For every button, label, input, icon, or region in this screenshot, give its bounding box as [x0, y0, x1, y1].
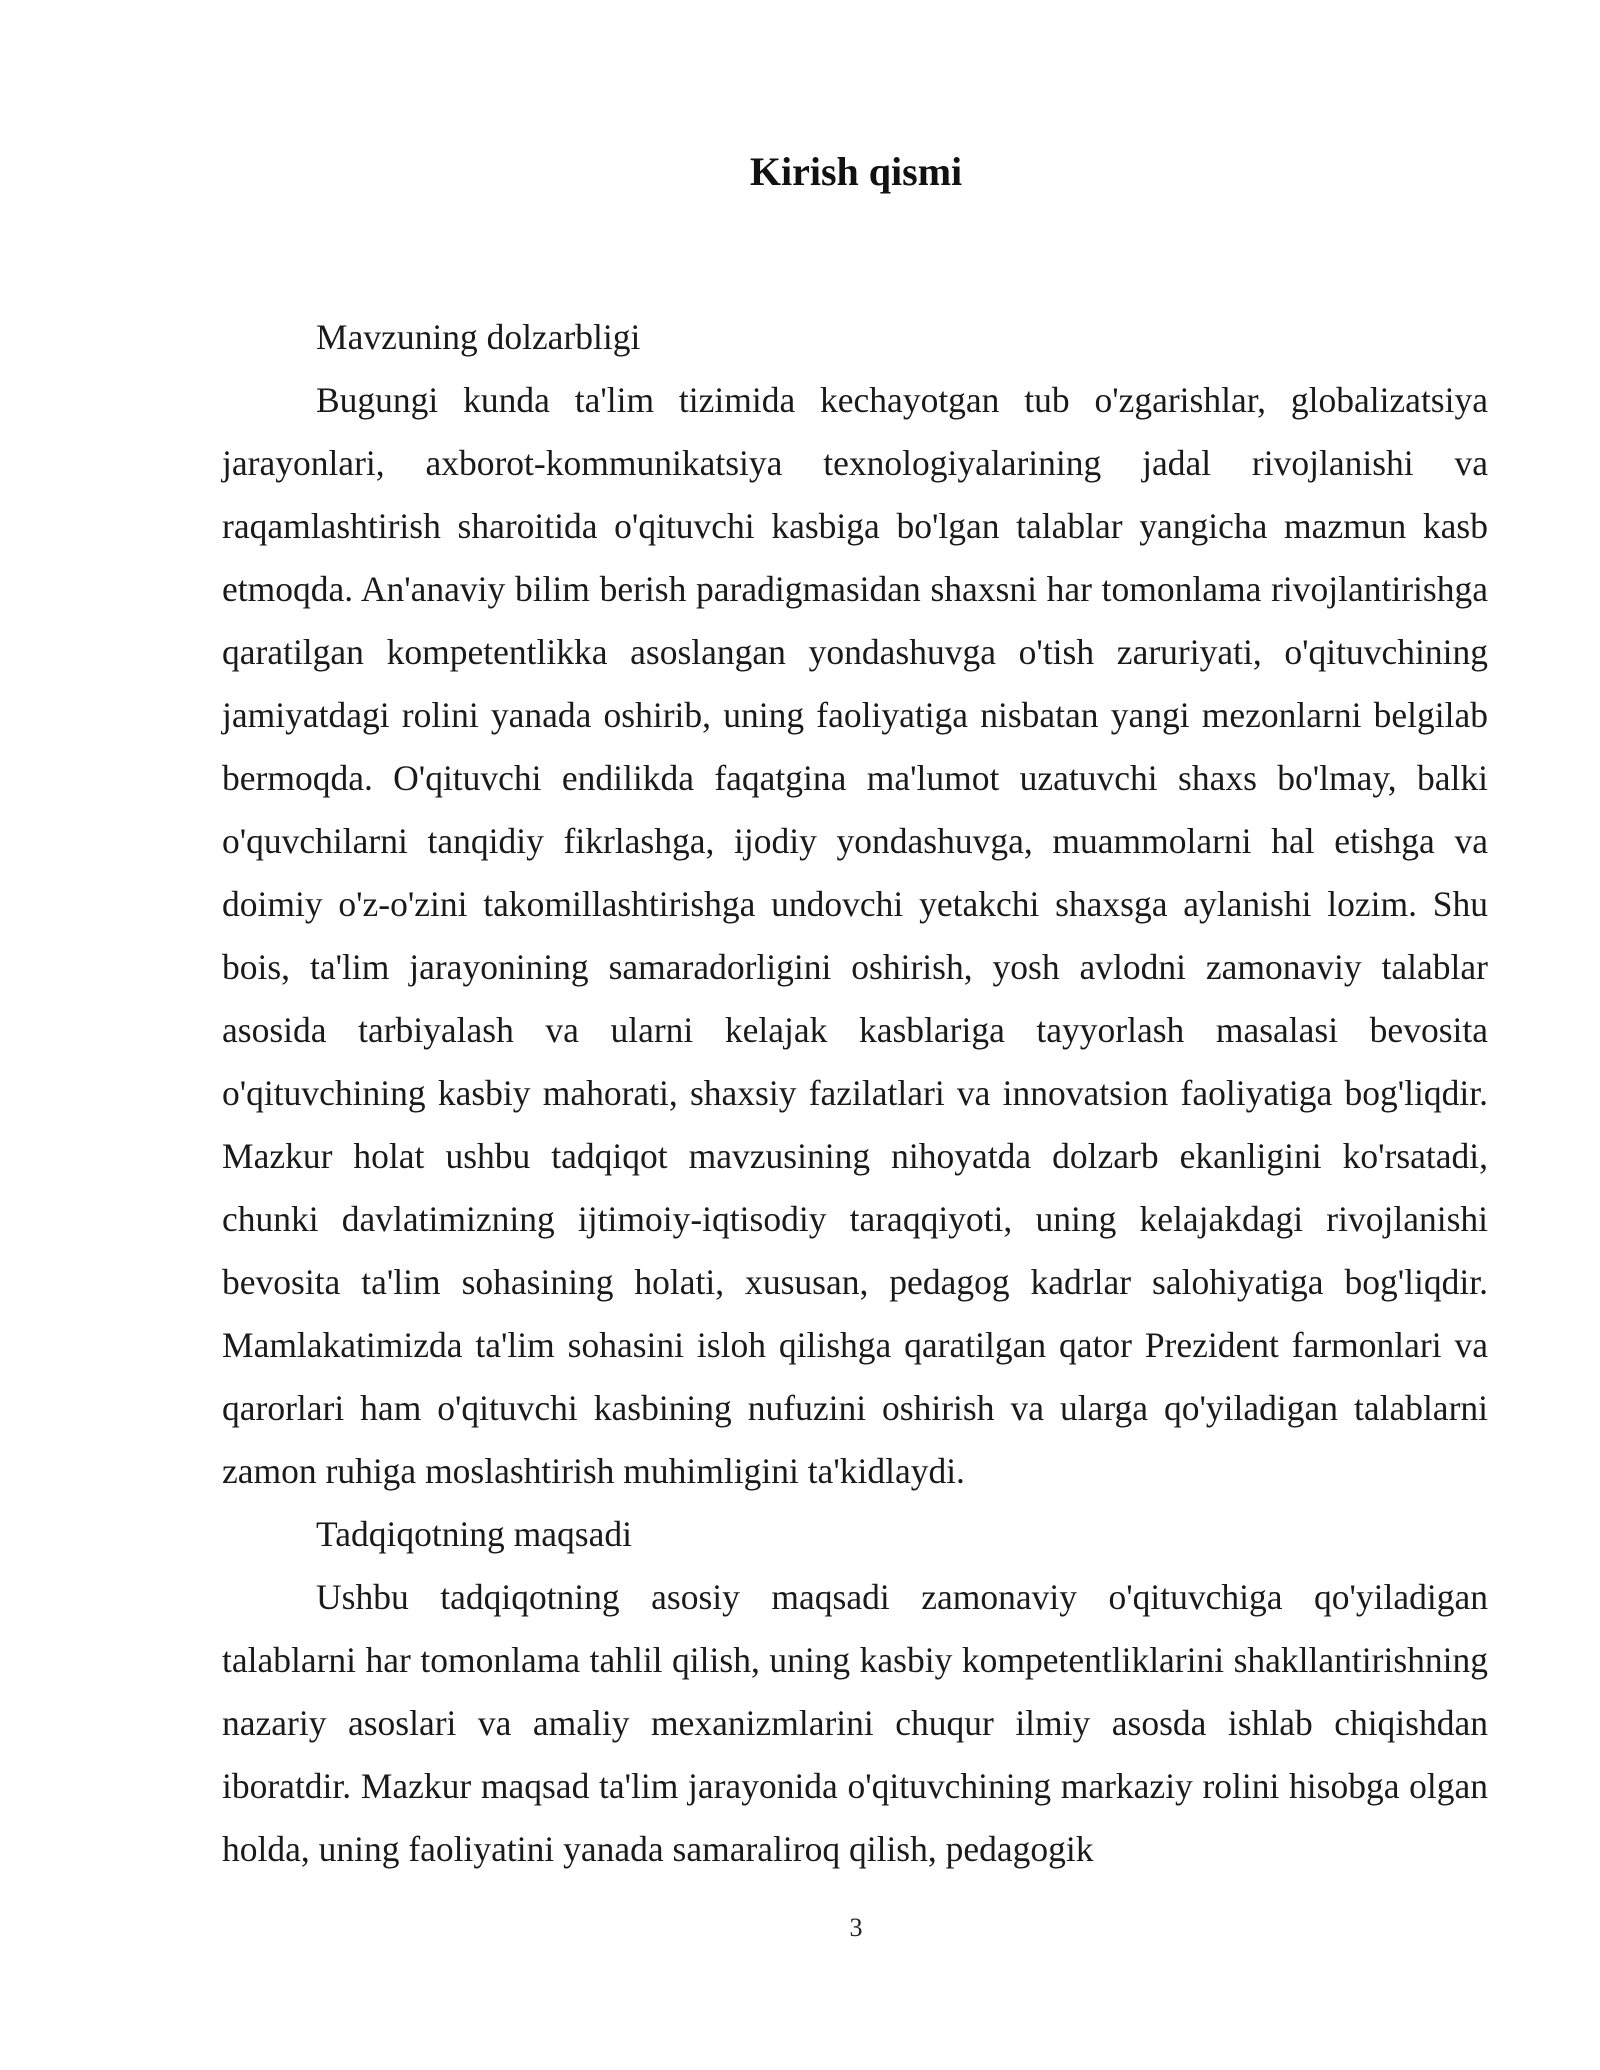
- paragraph-relevance: Bugungi kunda ta'lim tizimida kechayotgan tub o'zgarishlar, globalizatsiya jarayonlari, axborot-kommunikatsiya texnologiyalarining jadal rivojlanishi va raqamlashtirish sharoitida o'qituvchi kasbiga bo'lgan talablar yangicha mazmun kasb etmoqda. An'anaviy bilim berish paradigmasidan shaxsni har tomonlama rivojlantirishga qaratilgan kompetentlikka asoslangan yondashuvga o'tish zaruriyati, o'qituvchining jamiyatdagi rolini yanada oshirib, uning faoliyatiga nisbatan yangi mezonlarni belgilab bermoqda. O'qituvchi endilikda faqatgina ma'lumot uzatuvchi shaxs bo'lmay, balki o'quvchilarni tanqidiy fikrlashga, ijodiy yondashuvga, muammolarni hal etishga va doimiy o'z-o'zini takomillashtirishga undovchi yetakchi shaxsga aylanishi lozim. Shu bois, ta'lim jarayonining samaradorligini oshirish, yosh avlodni zamonaviy talablar asosida tarbiyalash va ularni kelajak kasblariga tayyorlash masalasi bevosita o'qituvchining kasbiy mahorati, shaxsiy fazilatlari va innovatsion faoliyatiga bog'liqdir. Mazkur holat ushbu tadqiqot mavzusining nihoyatda dolzarb ekanligini ko'rsatadi, chunki davlatimizning ijtimoiy-iqtisodiy taraqqiyoti, uning kelajakdagi rivojlanishi bevosita ta'lim sohasining holati, xususan, pedagog kadrlar salohiyatiga bog'liqdir. Mamlakatimizda ta'lim sohasini isloh qilishga qaratilgan qator Prezident farmonlari va qarorlari ham o'qituvchi kasbining nufuzini oshirish va ularga qo'yiladigan talablarni zamon ruhiga moslashtirish muhimligini ta'kidlaydi.: [222, 380, 1488, 1491]
- section-heading-goal: Tadqiqotning maqsadi: [316, 1514, 632, 1554]
- section-heading-relevance: Mavzuning dolzarbligi: [316, 317, 641, 357]
- paragraph-goal: Ushbu tadqiqotning asosiy maqsadi zamonaviy o'qituvchiga qo'yiladigan talablarni har tomonlama tahlil qilish, uning kasbiy kompetentliklarini shakllantirishning nazariy asoslari va amaliy mexanizmlarini chuqur ilmiy asosda ishlab chiqishdan iboratdir. Mazkur maqsad ta'lim jarayonida o'qituvchining markaziy rolini hisobga olgan holda, uning faoliyatini yanada samaraliroq qilish, pedagogik: [222, 1577, 1488, 1869]
- page-number: 3: [849, 1913, 863, 1942]
- page-title: Kirish qismi: [749, 149, 963, 194]
- page-body: [222, 306, 1488, 1881]
